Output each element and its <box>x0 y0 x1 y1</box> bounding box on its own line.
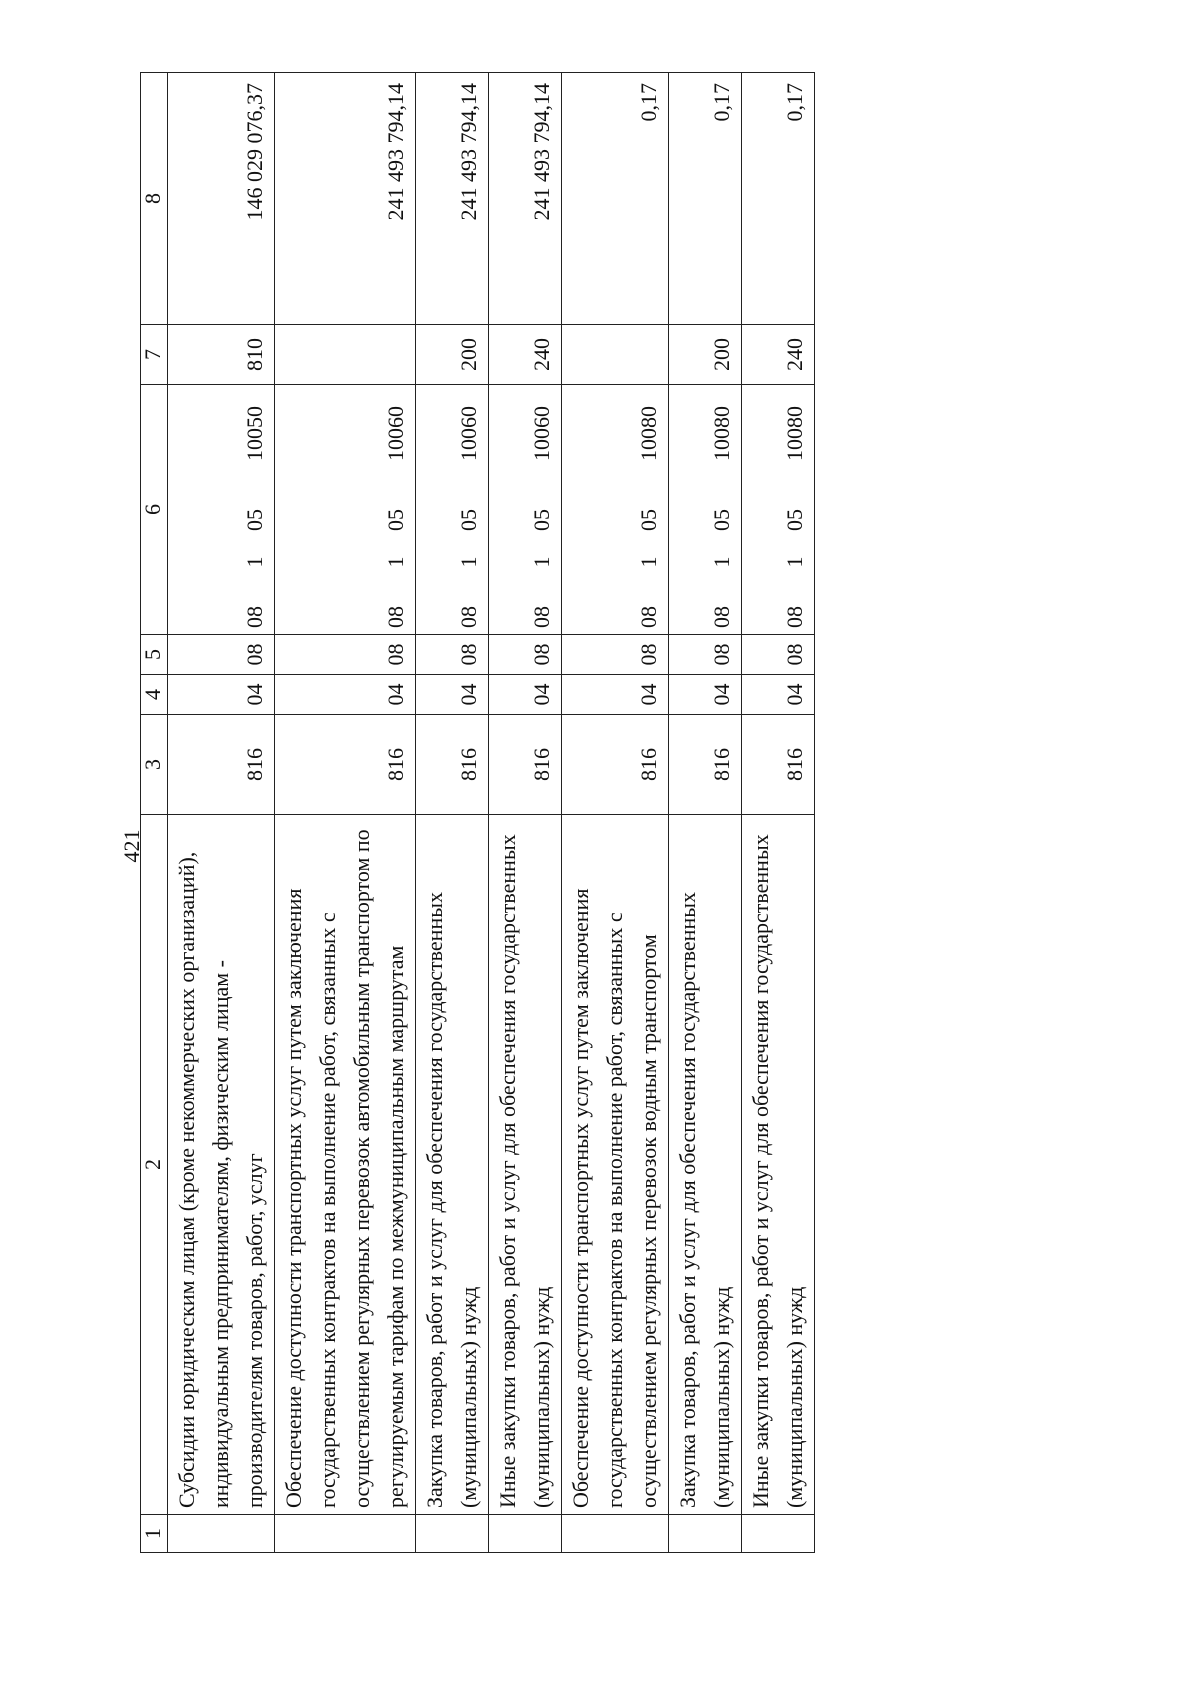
cell-code <box>275 385 416 635</box>
cell-col-1 <box>416 1515 489 1553</box>
code-part-1: 08 <box>709 606 734 628</box>
code-part-2: 1 <box>529 556 554 568</box>
cell-col-4: 04 <box>275 675 416 715</box>
header-col-7: 7 <box>141 325 168 385</box>
code-part-3: 05 <box>456 509 481 531</box>
cell-code <box>489 385 562 635</box>
code-part-2: 1 <box>709 556 734 568</box>
cell-name: Субсидии юридическим лицам (кроме некоммерческих организаций), индивидуальным предпринимателям, физическим лицам - производителям товаров, работ, услуг <box>168 815 275 1515</box>
code-part-1: 08 <box>636 606 661 628</box>
cell-col-4: 04 <box>489 675 562 715</box>
cell-col-7: 240 <box>489 325 562 385</box>
cell-col-1 <box>275 1515 416 1553</box>
code-part-1: 08 <box>383 606 408 628</box>
code-part-3: 05 <box>383 509 408 531</box>
cell-col-3: 816 <box>416 715 489 815</box>
code-part-4: 10060 <box>383 406 408 461</box>
code-part-4: 10060 <box>529 406 554 461</box>
table-row <box>742 73 815 1553</box>
cell-code <box>742 385 815 635</box>
code-part-3: 05 <box>709 509 734 531</box>
cell-col-4: 04 <box>168 675 275 715</box>
code-part-1: 08 <box>456 606 481 628</box>
cell-amount: 0,17 <box>742 73 815 325</box>
header-col-3: 3 <box>141 715 168 815</box>
header-col-1: 1 <box>141 1515 168 1553</box>
table-row <box>489 73 562 1553</box>
code-part-1: 08 <box>782 606 807 628</box>
page-number: 421 <box>119 829 144 863</box>
code-part-2: 1 <box>383 556 408 568</box>
code-part-2: 1 <box>456 556 481 568</box>
cell-amount: 0,17 <box>669 73 742 325</box>
cell-col-7: 810 <box>168 325 275 385</box>
cell-name: Обеспечение доступности транспортных услуг путем заключения государственных контрактов на выполнение работ, связанных с осуществлением регулярных перевозок водным транспортом <box>562 815 669 1515</box>
cell-col-7: 200 <box>669 325 742 385</box>
header-col-4: 4 <box>141 675 168 715</box>
table-row <box>416 73 489 1553</box>
cell-col-3: 816 <box>562 715 669 815</box>
cell-amount: 0,17 <box>562 73 669 325</box>
cell-amount: 241 493 794,14 <box>275 73 416 325</box>
cell-col-1 <box>489 1515 562 1553</box>
cell-col-5: 08 <box>489 635 562 675</box>
header-col-6: 6 <box>141 385 168 635</box>
cell-code <box>669 385 742 635</box>
cell-amount: 241 493 794,14 <box>489 73 562 325</box>
header-row <box>141 73 168 1553</box>
cell-col-7: 240 <box>742 325 815 385</box>
cell-col-5: 08 <box>416 635 489 675</box>
cell-col-1 <box>168 1515 275 1553</box>
code-part-4: 10080 <box>709 406 734 461</box>
cell-col-1 <box>562 1515 669 1553</box>
cell-col-4: 04 <box>416 675 489 715</box>
cell-col-5: 08 <box>562 635 669 675</box>
code-part-1: 08 <box>529 606 554 628</box>
cell-code <box>562 385 669 635</box>
code-part-4: 10080 <box>782 406 807 461</box>
cell-col-7: 200 <box>416 325 489 385</box>
table-row <box>168 73 275 1553</box>
header-col-5: 5 <box>141 635 168 675</box>
code-part-1: 08 <box>242 606 267 628</box>
code-part-2: 1 <box>636 556 661 568</box>
cell-col-5: 08 <box>742 635 815 675</box>
cell-col-3: 816 <box>168 715 275 815</box>
cell-col-5: 08 <box>168 635 275 675</box>
code-part-4: 10080 <box>636 406 661 461</box>
cell-col-3: 816 <box>489 715 562 815</box>
code-part-4: 10060 <box>456 406 481 461</box>
cell-name: Иные закупки товаров, работ и услуг для обеспечения государственных (муниципальных) нужд <box>489 815 562 1515</box>
cell-name: Закупка товаров, работ и услуг для обеспечения государственных (муниципальных) нужд <box>416 815 489 1515</box>
header-col-2: 2 <box>141 815 168 1515</box>
cell-name: Закупка товаров, работ и услуг для обеспечения государственных (муниципальных) нужд <box>669 815 742 1515</box>
cell-col-1 <box>669 1515 742 1553</box>
code-part-3: 05 <box>782 509 807 531</box>
cell-code <box>416 385 489 635</box>
cell-amount: 241 493 794,14 <box>416 73 489 325</box>
header-col-8: 8 <box>141 73 168 325</box>
code-part-2: 1 <box>782 556 807 568</box>
code-part-4: 10050 <box>242 406 267 461</box>
cell-col-7 <box>562 325 669 385</box>
cell-col-3: 816 <box>275 715 416 815</box>
cell-col-4: 04 <box>742 675 815 715</box>
code-part-3: 05 <box>242 509 267 531</box>
cell-col-7 <box>275 325 416 385</box>
cell-col-5: 08 <box>669 635 742 675</box>
cell-col-5: 08 <box>275 635 416 675</box>
budget-table <box>140 72 815 1553</box>
code-part-3: 05 <box>529 509 554 531</box>
cell-name: Иные закупки товаров, работ и услуг для обеспечения государственных (муниципальных) нужд <box>742 815 815 1515</box>
code-part-2: 1 <box>242 556 267 568</box>
cell-col-3: 816 <box>669 715 742 815</box>
table-row <box>669 73 742 1553</box>
cell-code <box>168 385 275 635</box>
cell-name: Обеспечение доступности транспортных услуг путем заключения государственных контрактов на выполнение работ, связанных с осуществлением регулярных перевозок автомобильным транспортом по регулируемым тарифам по межмуниципальным маршрутам <box>275 815 416 1515</box>
cell-col-4: 04 <box>669 675 742 715</box>
budget-table-wrapper <box>140 73 950 1553</box>
cell-col-1 <box>742 1515 815 1553</box>
cell-col-3: 816 <box>742 715 815 815</box>
cell-col-4: 04 <box>562 675 669 715</box>
table-row <box>275 73 416 1553</box>
table-row <box>562 73 669 1553</box>
cell-amount: 146 029 076,37 <box>168 73 275 325</box>
code-part-3: 05 <box>636 509 661 531</box>
